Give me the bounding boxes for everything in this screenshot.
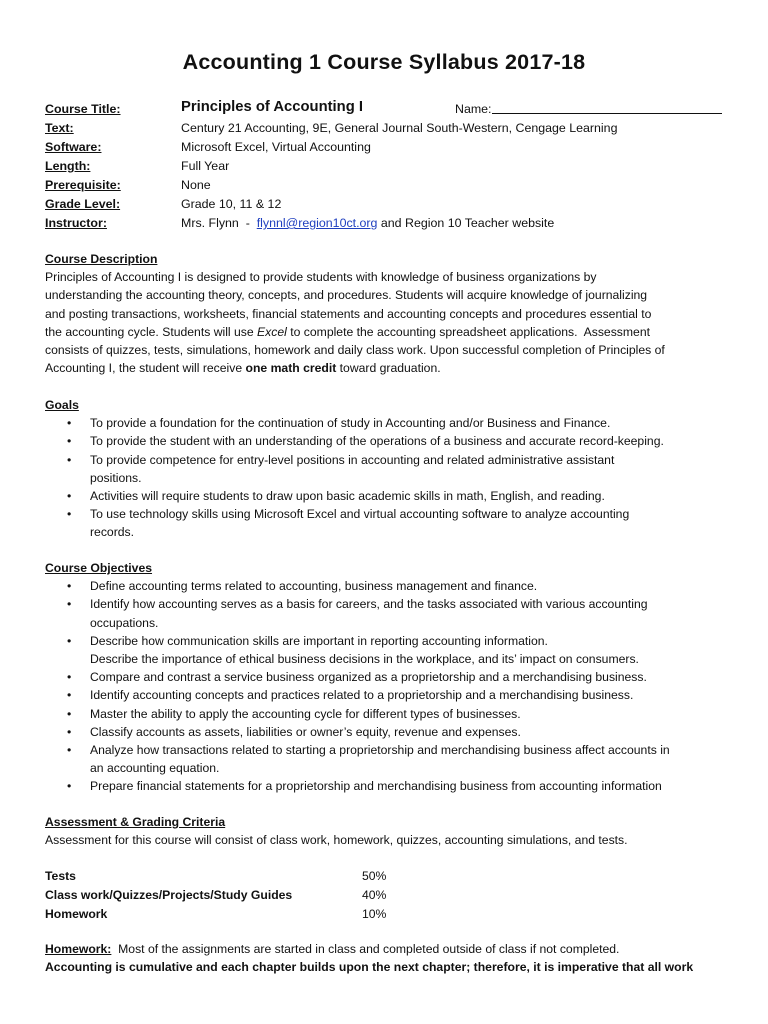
objective-item-continuation [45, 614, 735, 632]
goal-text: records. [90, 525, 135, 540]
instructor-value [181, 214, 554, 233]
description-line: understanding the accounting theory, concepts, and procedures. Students will acquire knowledge of journalizing [45, 288, 648, 303]
description-text: the accounting cycle. Students will use [45, 324, 258, 339]
bullet-icon: • [67, 743, 72, 758]
goal-item [45, 432, 735, 450]
homework-text: Most of the assignments are started in class and completed outside of class if not completed. [111, 942, 620, 956]
bullet-icon: • [67, 597, 72, 612]
grade-category: Tests [45, 869, 76, 883]
grading-table [45, 867, 735, 924]
bullet-icon: • [67, 489, 72, 504]
objective-text: Master the ability to apply the accounting cycle for different types of businesses. [90, 706, 521, 721]
description-text: to complete the accounting spreadsheet applications. Assessment [286, 324, 650, 339]
course-description-section [45, 250, 735, 377]
goals-heading: Goals [45, 398, 79, 412]
bullet-icon: • [67, 706, 72, 721]
objective-item [45, 668, 735, 686]
goal-text: To use technology skills using Microsoft Excel and virtual accounting software to analyze accounting [90, 507, 630, 522]
grade-row-classwork [45, 886, 735, 905]
goal-item [45, 451, 735, 469]
bullet-icon: • [67, 670, 72, 685]
grade-percent: 50% [362, 869, 387, 883]
homework-label: Homework: [45, 942, 112, 956]
software-label: Software: [45, 140, 102, 154]
goal-text: To provide a foundation for the continuation of study in Accounting and/or Business and Finance. [90, 416, 611, 431]
bullet-icon: • [67, 579, 72, 594]
grade-level-label: Grade Level: [45, 197, 121, 211]
length-value: Full Year [181, 159, 230, 173]
goal-text: To provide the student with an understanding of the operations of a business and accurate record-keeping. [90, 434, 664, 449]
course-title-row [45, 100, 735, 119]
objective-text: Classify accounts as assets, liabilities or owner’s equity, revenue and expenses. [90, 724, 521, 739]
description-line: consists of quizzes, tests, simulations, homework and daily class work. Upon successful completion of Principles of [45, 343, 665, 358]
homework-line [45, 940, 735, 958]
text-label: Text: [45, 121, 74, 135]
goal-text: Activities will require students to draw upon basic academic skills in math, English, and reading. [90, 489, 605, 504]
instructor-email-link[interactable]: flynnl@region10ct.org [256, 216, 378, 230]
goal-item-continuation [45, 523, 735, 541]
bullet-icon: • [67, 688, 72, 703]
bullet-icon: • [67, 434, 72, 449]
course-objectives-heading: Course Objectives [45, 561, 153, 575]
objective-item [45, 632, 735, 650]
software-value: Microsoft Excel, Virtual Accounting [181, 140, 371, 154]
math-credit-emphasis: one math credit [245, 361, 337, 376]
objective-text: occupations. [90, 615, 159, 630]
bullet-icon: • [67, 779, 72, 794]
objective-text: Define accounting terms related to accounting, business management and finance. [90, 579, 538, 594]
software-row [45, 138, 735, 157]
name-field [455, 100, 722, 119]
objective-text: Analyze how transactions related to starting a proprietorship and merchandising business affect accounts in [90, 743, 670, 758]
objective-item [45, 577, 735, 595]
goal-text: To provide competence for entry-level positions in accounting and related administrative assistant [90, 452, 615, 467]
description-line: and posting transactions, worksheets, financial statements and accounting concepts and procedures essential to [45, 306, 652, 321]
objective-text: Identify accounting concepts and practices related to a proprietorship and a merchandising business. [90, 688, 634, 703]
prerequisite-label: Prerequisite: [45, 178, 121, 192]
length-label: Length: [45, 159, 91, 173]
course-objectives-section [45, 559, 735, 796]
objectives-list [45, 577, 735, 795]
course-title-value: Principles of Accounting I [181, 99, 363, 115]
course-title-label: Course Title: [45, 102, 121, 116]
homework-line: Accounting is cumulative and each chapter builds upon the next chapter; therefore, it is imperative that all work [45, 960, 694, 975]
assessment-section [45, 813, 735, 849]
objective-item [45, 705, 735, 723]
grade-percent: 10% [362, 907, 387, 921]
instructor-label: Instructor: [45, 216, 107, 230]
bullet-icon: • [67, 452, 72, 467]
objective-text: Describe the importance of ethical business decisions in the workplace, and its’ impact on consumers. [90, 652, 639, 667]
grade-level-row [45, 195, 735, 214]
goal-item [45, 505, 735, 523]
objective-item [45, 723, 735, 741]
goal-item [45, 487, 735, 505]
grade-row-tests [45, 867, 735, 886]
objective-text: Describe how communication skills are important in reporting accounting information. [90, 633, 548, 648]
objective-item [45, 741, 735, 759]
bullet-icon: • [67, 633, 72, 648]
length-row [45, 157, 735, 176]
homework-section [45, 940, 735, 976]
goal-text: positions. [90, 470, 142, 485]
assessment-heading: Assessment & Grading Criteria [45, 815, 226, 829]
objective-text: Compare and contrast a service business organized as a proprietorship and a merchandising business. [90, 670, 647, 685]
instructor-name: Mrs. Flynn - [181, 216, 257, 230]
description-text: Accounting I, the student will receive [45, 361, 246, 376]
objective-item [45, 595, 735, 613]
description-line [45, 359, 735, 377]
prerequisite-value: None [181, 178, 211, 192]
page-title: Accounting 1 Course Syllabus 2017-18 [182, 50, 586, 74]
text-value: Century 21 Accounting, 9E, General Journal South-Western, Cengage Learning [181, 121, 618, 135]
bullet-icon: • [67, 507, 72, 522]
instructor-website-text: and Region 10 Teacher website [377, 216, 555, 230]
objective-item-continuation [45, 650, 735, 668]
objective-text: an accounting equation. [90, 761, 220, 776]
course-info [45, 100, 735, 233]
grade-level-value: Grade 10, 11 & 12 [181, 197, 282, 211]
objective-text: Prepare financial statements for a proprietorship and merchandising business from accounting information [90, 779, 662, 794]
description-line [45, 323, 735, 341]
objective-item [45, 777, 735, 795]
course-description-heading: Course Description [45, 252, 158, 266]
grade-percent: 40% [362, 888, 387, 902]
assessment-intro: Assessment for this course will consist of class work, homework, quizzes, accounting simulations, and tests. [45, 833, 628, 848]
goals-list [45, 414, 735, 541]
prerequisite-row [45, 176, 735, 195]
excel-emphasis: Excel [257, 324, 287, 339]
grade-row-homework [45, 905, 735, 924]
bullet-icon: • [67, 416, 72, 431]
objective-text: Identify how accounting serves as a basis for careers, and the tasks associated with various accounting [90, 597, 648, 612]
objective-item-continuation [45, 759, 735, 777]
grade-category: Class work/Quizzes/Projects/Study Guides [45, 888, 293, 902]
name-label: Name: [455, 102, 492, 116]
description-text: toward graduation. [336, 361, 441, 376]
goal-item-continuation [45, 469, 735, 487]
name-blank-line [492, 100, 722, 114]
objective-item [45, 686, 735, 704]
course-description-text [45, 268, 735, 377]
goals-section [45, 396, 735, 542]
goal-item [45, 414, 735, 432]
text-row [45, 119, 735, 138]
bullet-icon: • [67, 724, 72, 739]
grade-category: Homework [45, 907, 108, 921]
instructor-row [45, 214, 735, 233]
description-line: Principles of Accounting I is designed to provide students with knowledge of business organizations by [45, 270, 597, 285]
